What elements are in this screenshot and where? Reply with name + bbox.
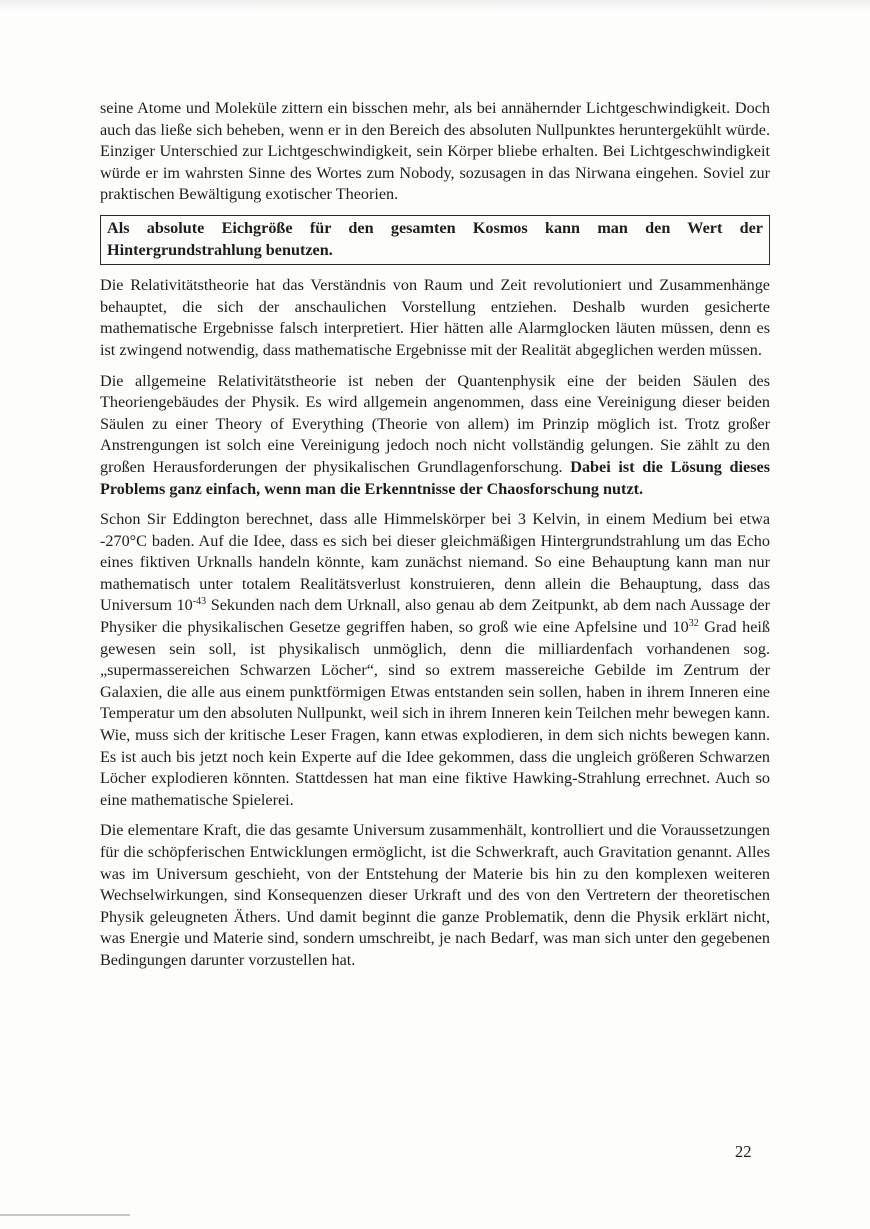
paragraph-3 bbox=[100, 371, 770, 501]
page-body bbox=[100, 98, 770, 981]
paragraph-3-text: Die allgemeine Relativitätstheorie ist neben der Quantenphysik eine der beiden Säulen des Theoriengebäudes der Physik. Es wird allgemein angenommen, dass eine Vereinigung dieser beiden Säulen zu einer Theory of Everything (Theorie von allem) im Prinzip möglich ist. Trotz großer Anstrengungen ist solch eine Vereinigung jedoch noch nicht vollständig gelungen. Sie zählt zu den großen Herausforderungen der physikalischen Grundlagenforschung. bbox=[100, 371, 770, 476]
paragraph-1: seine Atome und Moleküle zittern ein bisschen mehr, als bei annähernder Lichtgeschwindigkeit. Doch auch das ließe sich beheben, wenn er in den Bereich des absoluten Nullpunktes heruntergekühlt würde. Einziger Unterschied zur Lichtgeschwindigkeit, sein Körper bliebe erhalten. Bei Lichtgeschwindigkeit würde er im wahrsten Sinne des Wortes zum Nobody, sozusagen in das Nirwana eingehen. Soviel zur praktischen Bewältigung exotischer Theorien. bbox=[100, 99, 770, 204]
scan-shadow-top bbox=[0, 0, 870, 10]
exponent-1: -43 bbox=[192, 596, 207, 608]
paragraph-4-part-a: Schon Sir Eddington berechnet, dass alle Himmelskörper bei 3 Kelvin, in einem Medium bei etwa -270°C baden. Auf die Idee, dass es sich bei dieser gleichmäßigen Hintergrundstrahlung um das Echo eines fiktiven Urknalls handeln könnte, kam zunächst niemand. So eine Behauptung kann man nur mathematisch unter totalem Realitätsverlust konstruieren, denn allein die Behauptung, dass das Universum 10 bbox=[100, 510, 770, 615]
page-number: 22 bbox=[735, 1142, 752, 1161]
exponent-2: 32 bbox=[688, 618, 699, 630]
paragraph-3-bold: Dabei ist die Lösung dieses Problems ganz einfach, wenn man die Erkenntnisse der Chaosforschung nutzt. bbox=[100, 457, 770, 498]
paragraph-4 bbox=[100, 509, 770, 811]
highlight-box: Als absolute Eichgröße für den gesamten Kosmos kann man den Wert der Hintergrundstrahlung benutzen. bbox=[100, 215, 770, 265]
paragraph-5: Die elementare Kraft, die das gesamte Universum zusammenhält, kontrolliert und die Voraussetzungen für die schöpferischen Entwicklungen ermöglicht, ist die Schwerkraft, auch Gravitation genannt. Alles was im Universum geschieht, von der Entstehung der Materie bis hin zu den komplexen weiteren Wechselwirkungen, sind Konsequenzen dieser Urkraft und des von den Vertretern der theoretischen Physik geleugneten Äthers. Und damit beginnt die ganze Problematik, denn die Physik erklärt nicht, was Energie und Materie sind, sondern umschreibt, je nach Bedarf, was man sich unter den gegebenen Bedingungen darunter vorzustellen hat. bbox=[100, 821, 770, 969]
scan-edge-line bbox=[0, 1214, 130, 1216]
paragraph-2: Die Relativitätstheorie hat das Verständnis von Raum und Zeit revolutioniert und Zusammenhänge behauptet, die sich der anschaulichen Vorstellung entziehen. Deshalb wurden gesicherte mathematische Ergebnisse falsch interpretiert. Hier hätten alle Alarmglocken läuten müssen, denn es ist zwingend notwendig, dass mathematische Ergebnisse mit der Realität abgeglichen werden müssen. bbox=[100, 276, 770, 359]
paragraph-4-part-b: Sekunden nach dem Urknall, also genau ab dem Zeitpunkt, ab dem nach Aussage der Physiker die physikalischen Gesetze gegriffen haben, so groß wie eine Apfelsine und 10 bbox=[100, 596, 770, 637]
paragraph-4-part-c: Grad heiß gewesen sein soll, ist physikalisch unmöglich, denn die milliardenfach vorhandenen sog. „supermassereichen Schwarzen Löcher“, sind so extrem massereiche Gebilde im Zentrum der Galaxien, die alle aus einem punktförmigen Etwas entstanden sein sollen, haben in ihrem Inneren eine Temperatur um den absoluten Nullpunkt, weil sich in ihrem Inneren kein Teilchen mehr bewegen kann. Wie, muss sich der kritische Leser Fragen, kann etwas explodieren, in dem sich nichts bewegen kann. Es ist auch bis jetzt noch kein Experte auf die Idee gekommen, dass die ungleich größeren Schwarzen Löcher explodieren könnten. Stattdessen hat man eine fiktive Hawking-Strahlung errechnet. Auch so eine mathematische Spielerei. bbox=[100, 618, 771, 809]
